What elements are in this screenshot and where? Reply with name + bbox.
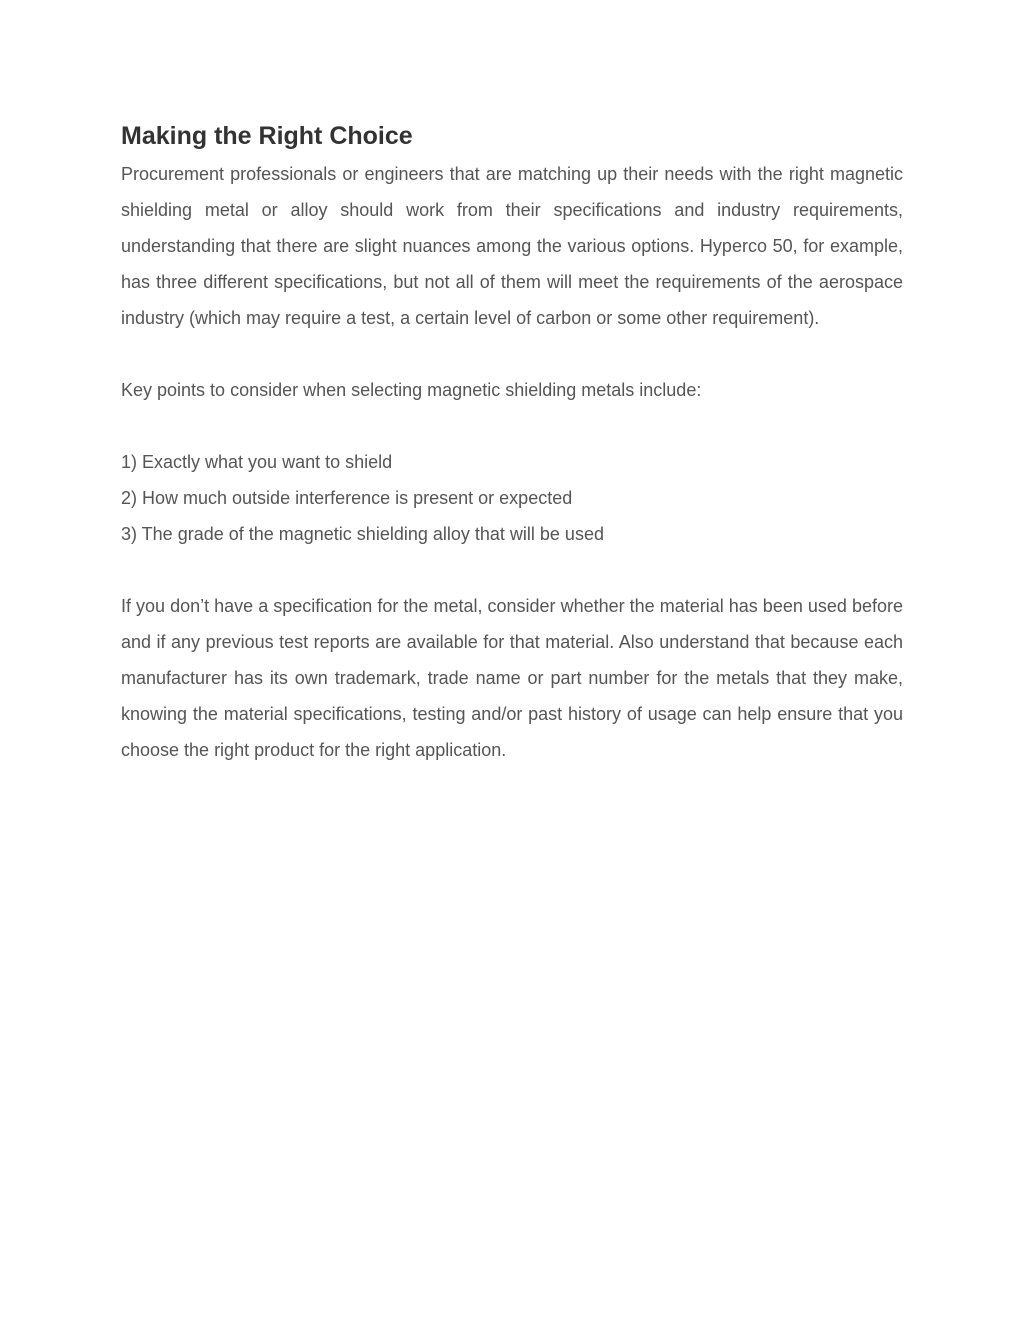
key-points-list xyxy=(121,444,903,552)
key-points-intro: Key points to consider when selecting magnetic shielding metals include: xyxy=(121,380,702,400)
intro-paragraph: Procurement professionals or engineers that are matching up their needs with the right magnetic shielding metal or alloy should work from their specifications and industry requirements, understanding that there are slight nuances among the various options. Hyperco 50, for example, has three different specifications, but not all of them will meet the requirements of the aerospace industry (which may require a test, a certain level of carbon or some other requirement). xyxy=(121,164,903,328)
closing-paragraph: If you don’t have a specification for the metal, consider whether the material has been used before and if any previous test reports are available for that material. Also understand that because each manufacturer has its own trademark, trade name or part number for the metals that they make, knowing the material specifications, testing and/or past history of usage can help ensure that you choose the right product for the right application. xyxy=(121,596,903,760)
list-item: 3) The grade of the magnetic shielding alloy that will be used xyxy=(121,524,604,544)
page-title: Making the Right Choice xyxy=(121,122,413,150)
list-item: 1) Exactly what you want to shield xyxy=(121,452,393,472)
paragraph-spacer xyxy=(121,552,903,588)
paragraph-spacer xyxy=(121,336,903,372)
document-content xyxy=(121,118,903,768)
list-item: 2) How much outside interference is present or expected xyxy=(121,488,573,508)
paragraph-spacer xyxy=(121,408,903,444)
